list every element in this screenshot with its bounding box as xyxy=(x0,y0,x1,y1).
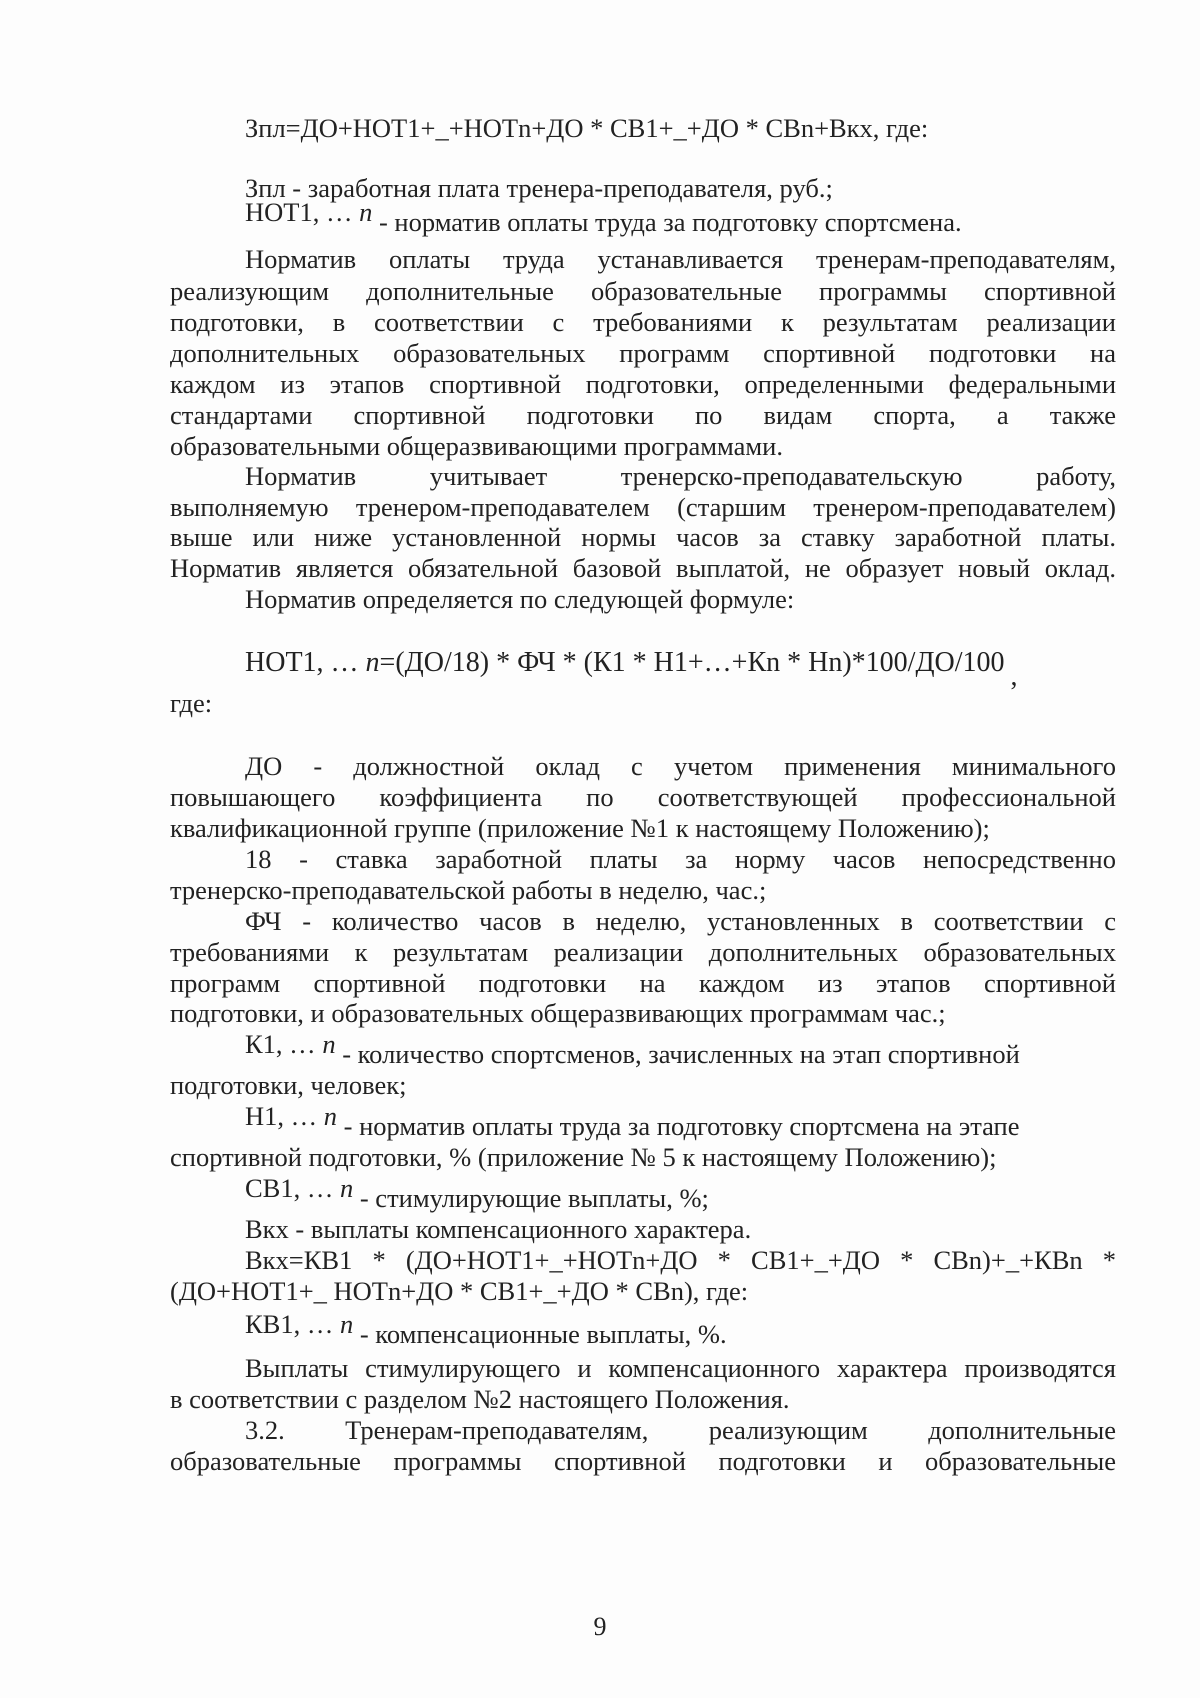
h-symbol: Н1, … n xyxy=(245,1101,338,1131)
norm-paragraph-1-line-6: стандартами спортивной подготовки по видам спорта, а также xyxy=(170,400,1116,430)
formula-salary: Зпл=ДО+НОТ1+_+НОТn+ДО * СВ1+_+ДО * СВn+Вкх, где: xyxy=(245,113,929,143)
formula-not: НОТ1, … n=(ДО/18) * ФЧ * (К1 * Н1+…+Кn * Нn)*100/ДО/100 , xyxy=(245,647,1018,692)
definition-h-cont: спортивной подготовки, % (приложение № 5 к настоящему Положению); xyxy=(170,1142,997,1172)
sv-symbol: СВ1, … n xyxy=(245,1173,354,1203)
definition-k-cont: подготовки, человек; xyxy=(170,1070,407,1100)
norm-paragraph-1-line-3: подготовки, в соответствии с требованиями к результатам реализации xyxy=(170,307,1116,337)
definition-vkh: Вкх - выплаты компенсационного характера. xyxy=(245,1214,752,1244)
not-symbol: НОТ1, … n xyxy=(245,197,373,227)
definition-kv xyxy=(245,1309,1116,1350)
definition-do-line-2: повышающего коэффициента по соответствующей профессиональной xyxy=(170,782,1116,812)
section-3-2-line-1: 3.2. Тренерам-преподавателям, реализующим дополнительные xyxy=(245,1415,1116,1445)
definition-18-line-2: тренерско-преподавательской работы в неделю, час.; xyxy=(170,875,767,905)
norm-paragraph-1-line-5: каждом из этапов спортивной подготовки, определенными федеральными xyxy=(170,369,1116,399)
k-symbol: К1, … n xyxy=(245,1029,336,1059)
h-text: - норматив оплаты труда за подготовку спортсмена на этапе xyxy=(337,1111,1020,1141)
not-text: - норматив оплаты труда за подготовку спортсмена. xyxy=(372,207,962,237)
kv-symbol: КВ1, … n xyxy=(245,1309,354,1339)
definition-zpl: Зпл - заработная плата тренера-преподавателя, руб.; xyxy=(245,173,833,203)
norm-paragraph-2-line-4: Норматив является обязательной базовой выплатой, не образует новый оклад. xyxy=(170,553,1116,583)
norm-paragraph-1-line-2: реализующим дополнительные образовательные программы спортивной xyxy=(170,276,1116,306)
norm-paragraph-1-line-7: образовательными общеразвивающими программами. xyxy=(170,431,783,461)
norm-paragraph-1-line-4: дополнительных образовательных программ спортивной подготовки на xyxy=(170,338,1116,368)
definition-fch-line-1: ФЧ - количество часов в неделю, установленных в соответствии с xyxy=(245,906,1116,936)
definition-do-line-1: ДО - должностной оклад с учетом применения минимального xyxy=(245,751,1116,781)
kv-text: - компенсационные выплаты, %. xyxy=(353,1319,727,1349)
payments-paragraph-line-1: Выплаты стимулирующего и компенсационного характера производятся xyxy=(245,1353,1116,1383)
definition-fch-line-3: программ спортивной подготовки на каждом из этапов спортивной xyxy=(170,968,1116,998)
where-label: где: xyxy=(170,688,213,718)
formula-vkh-line-2: (ДО+НОТ1+_ НОТn+ДО * СВ1+_+ДО * СВn), где: xyxy=(170,1276,749,1306)
section-3-2-line-2: образовательные программы спортивной подготовки и образовательные xyxy=(170,1446,1116,1476)
formula-vkh-line-1: Вкх=КВ1 * (ДО+НОТ1+_+НОТn+ДО * СВ1+_+ДО * СВn)+_+КВn * xyxy=(245,1245,1116,1275)
norm-paragraph-3: Норматив определяется по следующей формуле: xyxy=(245,584,795,614)
definition-h xyxy=(245,1101,1116,1142)
definition-fch-line-4: подготовки, и образовательных общеразвивающих программам час.; xyxy=(170,998,946,1028)
k-text: - количество спортсменов, зачисленных на этап спортивной xyxy=(335,1039,1020,1069)
definition-18-line-1: 18 - ставка заработной платы за норму часов непосредственно xyxy=(245,844,1116,874)
definition-sv xyxy=(245,1173,1116,1214)
definition-k xyxy=(245,1029,1116,1070)
definition-do-line-3: квалификационной группе (приложение №1 к настоящему Положению); xyxy=(170,813,990,843)
page-number: 9 xyxy=(593,1612,607,1641)
norm-paragraph-2-line-1: Норматив учитывает тренерско-преподавательскую работу, xyxy=(245,461,1116,491)
norm-paragraph-2-line-3: выше или ниже установленной нормы часов за ставку заработной платы. xyxy=(170,522,1116,552)
norm-paragraph-1-line-1: Норматив оплаты труда устанавливается тренерам-преподавателям, xyxy=(245,244,1116,274)
payments-paragraph-line-2: в соответствии с разделом №2 настоящего Положения. xyxy=(170,1384,790,1414)
norm-paragraph-2-line-2: выполняемую тренером-преподавателем (старшим тренером-преподавателем) xyxy=(170,492,1116,522)
sv-text: - стимулирующие выплаты, %; xyxy=(353,1183,709,1213)
definition-fch-line-2: требованиями к результатам реализации дополнительных образовательных xyxy=(170,937,1116,967)
definition-not xyxy=(245,197,1116,238)
